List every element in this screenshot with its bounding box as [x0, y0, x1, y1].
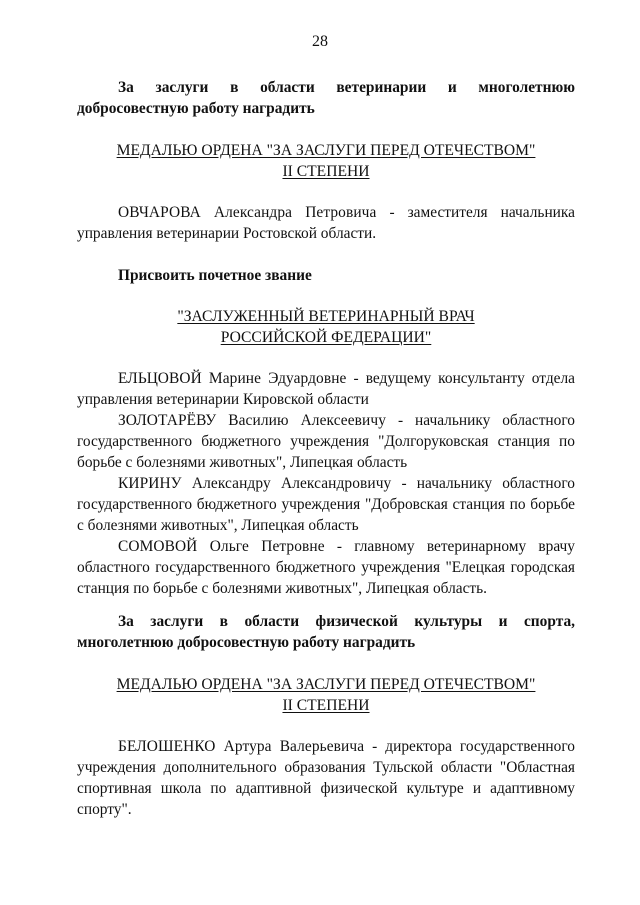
- section-intro-sport: За заслуги в области физической культуры и спорта, многолетнюю добросовестную работу наградить: [77, 613, 575, 651]
- section-intro-veterinary: За заслуги в области ветеринарии и многолетнюю добросовестную работу наградить: [77, 79, 575, 117]
- awardee-position: - начальнику областного государственного бюджетного учреждения "Добровская станция по борьбе с болезнями животных", Липецкая область: [77, 475, 575, 534]
- award-title-line: "ЗАСЛУЖЕННЫЙ ВЕТЕРИНАРНЫЙ ВРАЧ: [177, 308, 475, 325]
- awardee-position: - ведущему консультанту отдела управления ветеринарии Кировской области: [77, 370, 575, 408]
- awardee-position: - главному ветеринарному врачу областного государственного бюджетного учреждения "Елецкая городская станция по борьбе с болезнями животных", Липецкая область.: [77, 538, 575, 597]
- award-title-line: II СТЕПЕНИ: [282, 163, 370, 180]
- awardee-position: - директора государственного учреждения дополнительного образования Тульской области "Областная спортивная школа по адаптивной физической культуре и адаптивному спорту".: [77, 738, 575, 818]
- awardee-name: БЕЛОШЕНКО Артура Валерьевича: [118, 738, 365, 755]
- awardee-name: СОМОВОЙ Ольге Петровне: [118, 538, 325, 555]
- awardee-name: ЗОЛОТАРЁВУ Василию Алексеевичу: [118, 412, 387, 429]
- awardee-paragraph: [77, 736, 575, 820]
- awardee-paragraph: [77, 536, 575, 599]
- awardee-position: - начальнику областного государственного бюджетного учреждения "Долгоруковская станция по борьбе с болезнями животных", Липецкая область: [77, 412, 575, 471]
- page-number: 28: [312, 33, 328, 50]
- award-title-line: РОССИЙСКОЙ ФЕДЕРАЦИИ": [220, 329, 432, 346]
- awardee-name: ЕЛЬЦОВОЙ Марине Эдуардовне: [118, 370, 347, 387]
- award-title-medal-sport: [77, 674, 575, 716]
- awardee-position: - заместителя начальника управления ветеринарии Ростовской области.: [77, 204, 575, 242]
- awardee-name: КИРИНУ Александру Александровичу: [118, 475, 392, 492]
- awardee-list-honorary: [77, 368, 575, 599]
- awardee-name: ОВЧАРОВА Александра Петровича: [118, 204, 377, 221]
- award-title-line: МЕДАЛЬЮ ОРДЕНА "ЗА ЗАСЛУГИ ПЕРЕД ОТЕЧЕСТВОМ": [116, 142, 536, 159]
- awardee-paragraph: [77, 202, 575, 244]
- award-title-line: II СТЕПЕНИ: [282, 697, 370, 714]
- awardee-paragraph: [77, 368, 575, 410]
- award-title-honorary-vet: [77, 306, 575, 348]
- section-intro-honorary-title: Присвоить почетное звание: [118, 267, 312, 284]
- award-title-medal-veterinary: [77, 140, 575, 182]
- award-title-line: МЕДАЛЬЮ ОРДЕНА "ЗА ЗАСЛУГИ ПЕРЕД ОТЕЧЕСТВОМ": [116, 676, 536, 693]
- awardee-paragraph: [77, 473, 575, 536]
- awardee-paragraph: [77, 410, 575, 473]
